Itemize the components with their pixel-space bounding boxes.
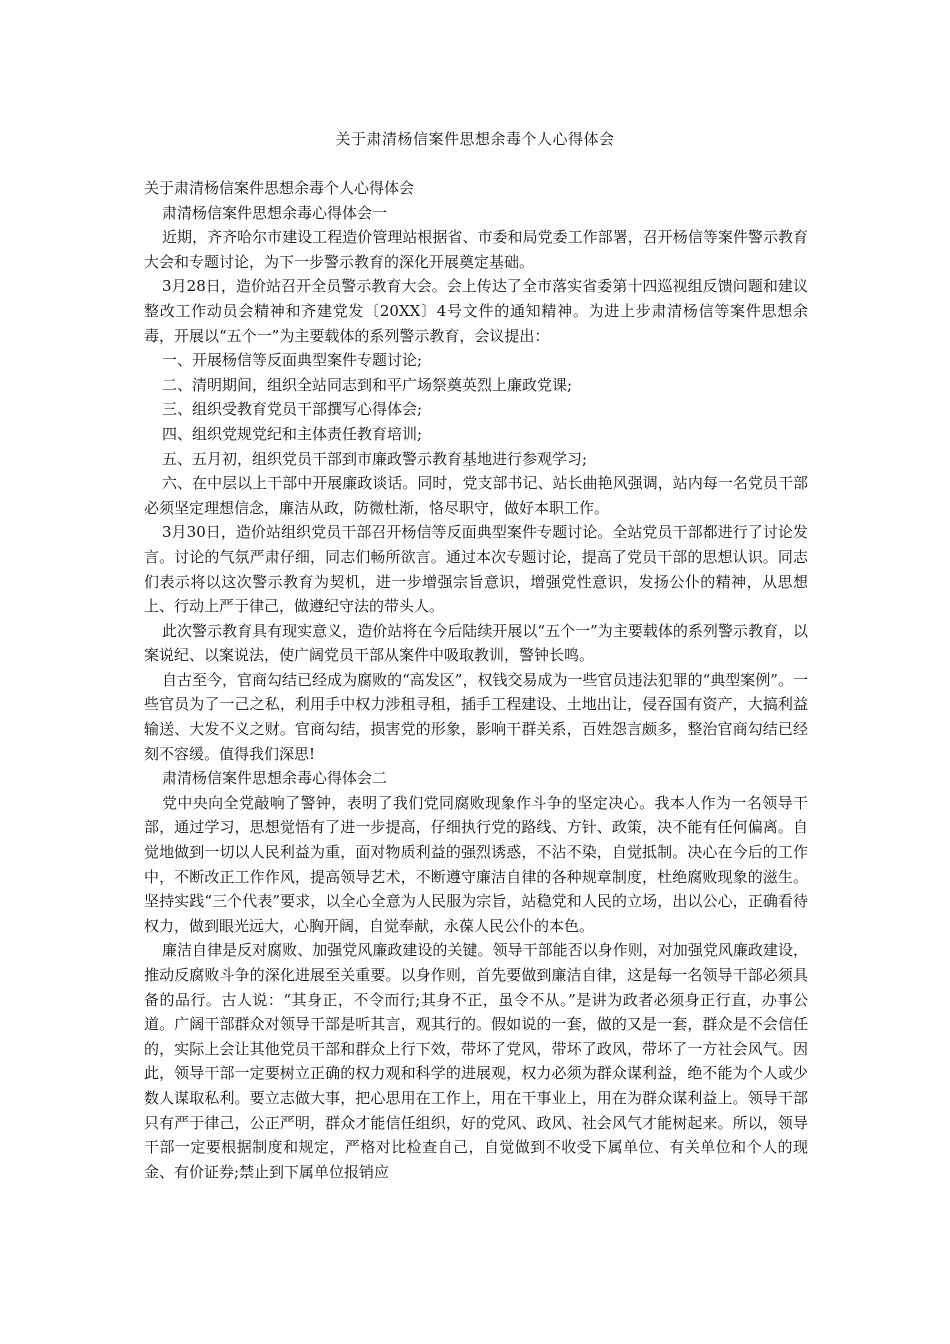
paragraph: 3月30日，造价站组织党员干部召开杨信等反面典型案件专题讨论。全站党员干部都进行了讨论发言。讨论的气氛严肃仔细，同志们畅所欲言。通过本次专题讨论，提高了党员干部的思想认识。同志们表示将以这次警示教育为契机，进一步增强宗旨意识，增强党性意识，发扬公仆的精神，从思想上、行动上严于律己，做遵纪守法的带头人。 [144, 523, 808, 616]
list-item: 四、组织党规党纪和主体责任教育培训; [162, 424, 423, 443]
list-item: 三、组织受教育党员干部撰写心得体会; [162, 400, 423, 419]
paragraph: 3月28日，造价站召开全员警示教育大会。会上传达了全市落实省委第十四巡视组反馈问题和建议整改工作动员会精神和齐建党发〔20XX〕4号文件的通知精神。为进上步肃清杨信等案件思想余毒，开展以“五个一”为主要载体的系列警示教育，会议提出： [144, 277, 808, 345]
paragraph: 此次警示教育具有现实意义，造价站将在今后陆续开展以“五个一”为主要载体的系列警示教育，以案说纪、以案说法，使广阔党员干部从案件中吸取教训，警钟长鸣。 [144, 621, 808, 665]
section-heading-one: 肃清杨信案件思想余毒心得体会一 [162, 203, 388, 222]
list-item: 一、开展杨信等反面典型案件专题讨论; [162, 351, 423, 370]
document-body [144, 176, 808, 1184]
document-title: 关于肃清杨信案件思想余毒个人心得体会 [335, 130, 615, 148]
body-heading: 关于肃清杨信案件思想余毒个人心得体会 [144, 179, 415, 197]
section-heading-two: 肃清杨信案件思想余毒心得体会二 [162, 769, 388, 788]
paragraph: 自古至今，官商勾结已经成为腐败的“高发区”，权钱交易成为一些官员违法犯罪的“典型案例”。一些官员为了一己之私，利用手中权力涉租寻租，插手工程建设、土地出让，侵吞国有资产，大搞利益输送、大发不义之财。官商勾结，损害党的形象，影响干群关系，百姓怨言颇多，整治官商勾结已经刻不容缓。值得我们深思! [144, 670, 808, 763]
paragraph: 近期，齐齐哈尔市建设工程造价管理站根据省、市委和局党委工作部署，召开杨信等案件警示教育大会和专题讨论，为下一步警示教育的深化开展奠定基础。 [144, 228, 808, 271]
list-item: 五、五月初，组织党员干部到市廉政警示教育基地进行参观学习; [162, 449, 588, 468]
list-item: 六、在中层以上干部中开展廉政谈话。同时，党支部书记、站长曲艳风强调，站内每一名党员干部必须坚定理想信念，廉洁从政，防微杜渐，恪尽职守，做好本职工作。 [144, 474, 808, 517]
paragraph: 廉洁自律是反对腐败、加强党风廉政建设的关键。领导干部能否以身作则，对加强党风廉政建设，推动反腐败斗争的深化进展至关重要。以身作则，首先要做到廉洁自律，这是每一名领导干部必须具备的品行。古人说：“其身正，不令而行;其身不正，虽令不从。”是讲为政者必须身正行直，办事公道。广阔干部群众对领导干部是听其言，观其行的。假如说的一套，做的又是一套，群众是不会信任的，实际上会让其他党员干部和群众上行下效，带坏了党风，带坏了政风，带坏了一方社会风气。因此，领导干部一定要树立正确的权力观和科学的进展观，权力必须为群众谋利益，绝不能为个人或少数人谋取私利。要立志做大事，把心思用在工作上，用在干事业上，用在为群众谋利益上。领导干部只有严于律己，公正严明，群众才能信任组织，好的党风、政风、社会风气才能树起来。所以，领导干部一定要根据制度和规定，严格对比检查自己，自觉做到不收受下属单位、有关单位和个人的现金、有价证券;禁止到下属单位报销应 [144, 941, 808, 1181]
list-item: 二、清明期间，组织全站同志到和平广场祭奠英烈上廉政党课; [162, 375, 573, 394]
paragraph: 党中央向全党敲响了警钟，表明了我们党同腐败现象作斗争的坚定决心。我本人作为一名领导干部，通过学习，思想觉悟有了进一步提高，仔细执行党的路线、方针、政策，决不能有任何偏离。自觉地做到一切以人民利益为重，面对物质利益的强烈诱惑，不沾不染，自觉抵制。决心在今后的工作中，不断改正工作作风，提高领导艺术，不断遵守廉洁自律的各种规章制度，杜绝腐败现象的滋生。坚持实践“三个代表”要求，以全心全意为人民服为宗旨，站稳党和人民的立场，出以公心，正确看待权力，做到眼光远大，心胸开阔，自觉奉献，永葆人民公仆的本色。 [144, 793, 808, 935]
